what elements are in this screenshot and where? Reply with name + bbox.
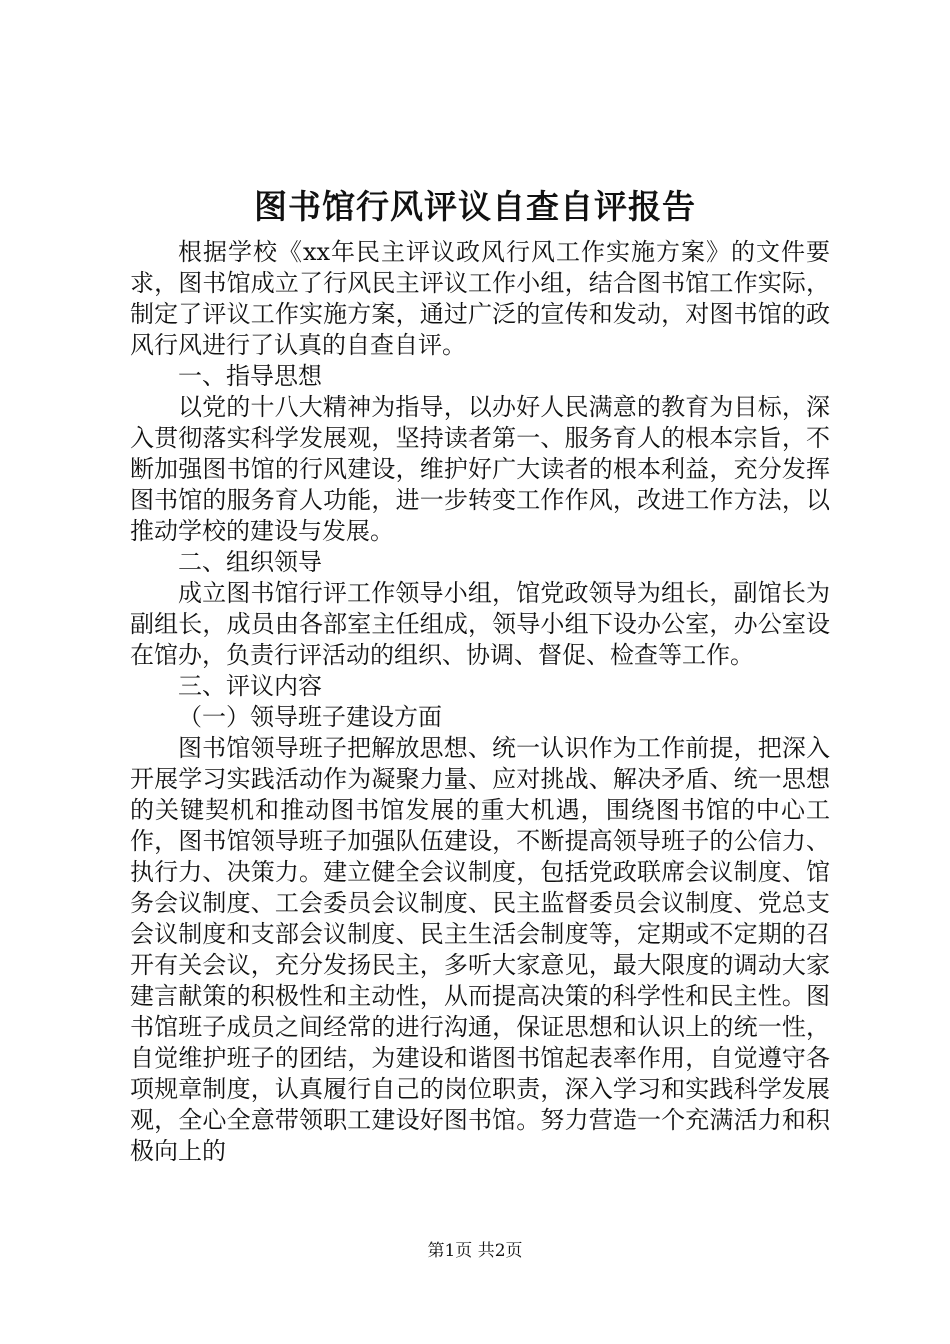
document-title: 图书馆行风评议自查自评报告 [254,187,696,226]
section-body-guiding-thought: 以党的十八大精神为指导，以办好人民满意的教育为目标，深入贯彻落实科学发展观，坚持读者第一、服务育人的根本宗旨，不断加强图书馆的行风建设，维护好广大读者的根本利益，充分发挥图书馆的服务育人功能，进一步转变工作作风，改进工作方法，以推动学校的建设与发展。 [130,393,830,545]
page-number-footer: 第1页 共2页 [427,1241,523,1261]
intro-paragraph: 根据学校《xx年民主评议政风行风工作实施方案》的文件要求，图书馆成立了行风民主评议工作小组，结合图书馆工作实际，制定了评议工作实施方案，通过广泛的宣传和发动，对图书馆的政风行风进行了认真的自查自评。 [130,238,830,359]
section-heading-evaluation-content: 三、评议内容 [178,672,322,700]
document-body [130,237,830,1167]
section-heading-organization: 二、组织领导 [178,548,322,576]
section-body-organization: 成立图书馆行评工作领导小组，馆党政领导为组长，副馆长为副组长，成员由各部室主任组成，领导小组下设办公室，办公室设在馆办，负责行评活动的组织、协调、督促、检查等工作。 [130,579,830,669]
subsection-body-leadership: 图书馆领导班子把解放思想、统一认识作为工作前提，把深入开展学习实践活动作为凝聚力量、应对挑战、解决矛盾、统一思想的关键契机和推动图书馆发展的重大机遇，围绕图书馆的中心工作，图书馆领导班子加强队伍建设，不断提高领导班子的公信力、执行力、决策力。建立健全会议制度，包括党政联席会议制度、馆务会议制度、工会委员会议制度、民主监督委员会议制度、党总支会议制度和支部会议制度、民主生活会制度等，定期或不定期的召开有关会议，充分发扬民主，多听大家意见，最大限度的调动大家建言献策的积极性和主动性，从而提高决策的科学性和民主性。图书馆班子成员之间经常的进行沟通，保证思想和认识上的统一性，自觉维护班子的团结，为建设和谐图书馆起表率作用，自觉遵守各项规章制度，认真履行自己的岗位职责，深入学习和实践科学发展观，全心全意带领职工建设好图书馆。努力营造一个充满活力和积极向上的 [130,734,830,1165]
subsection-heading-leadership: （一）领导班子建设方面 [178,703,442,731]
section-heading-guiding-thought: 一、指导思想 [178,362,322,390]
